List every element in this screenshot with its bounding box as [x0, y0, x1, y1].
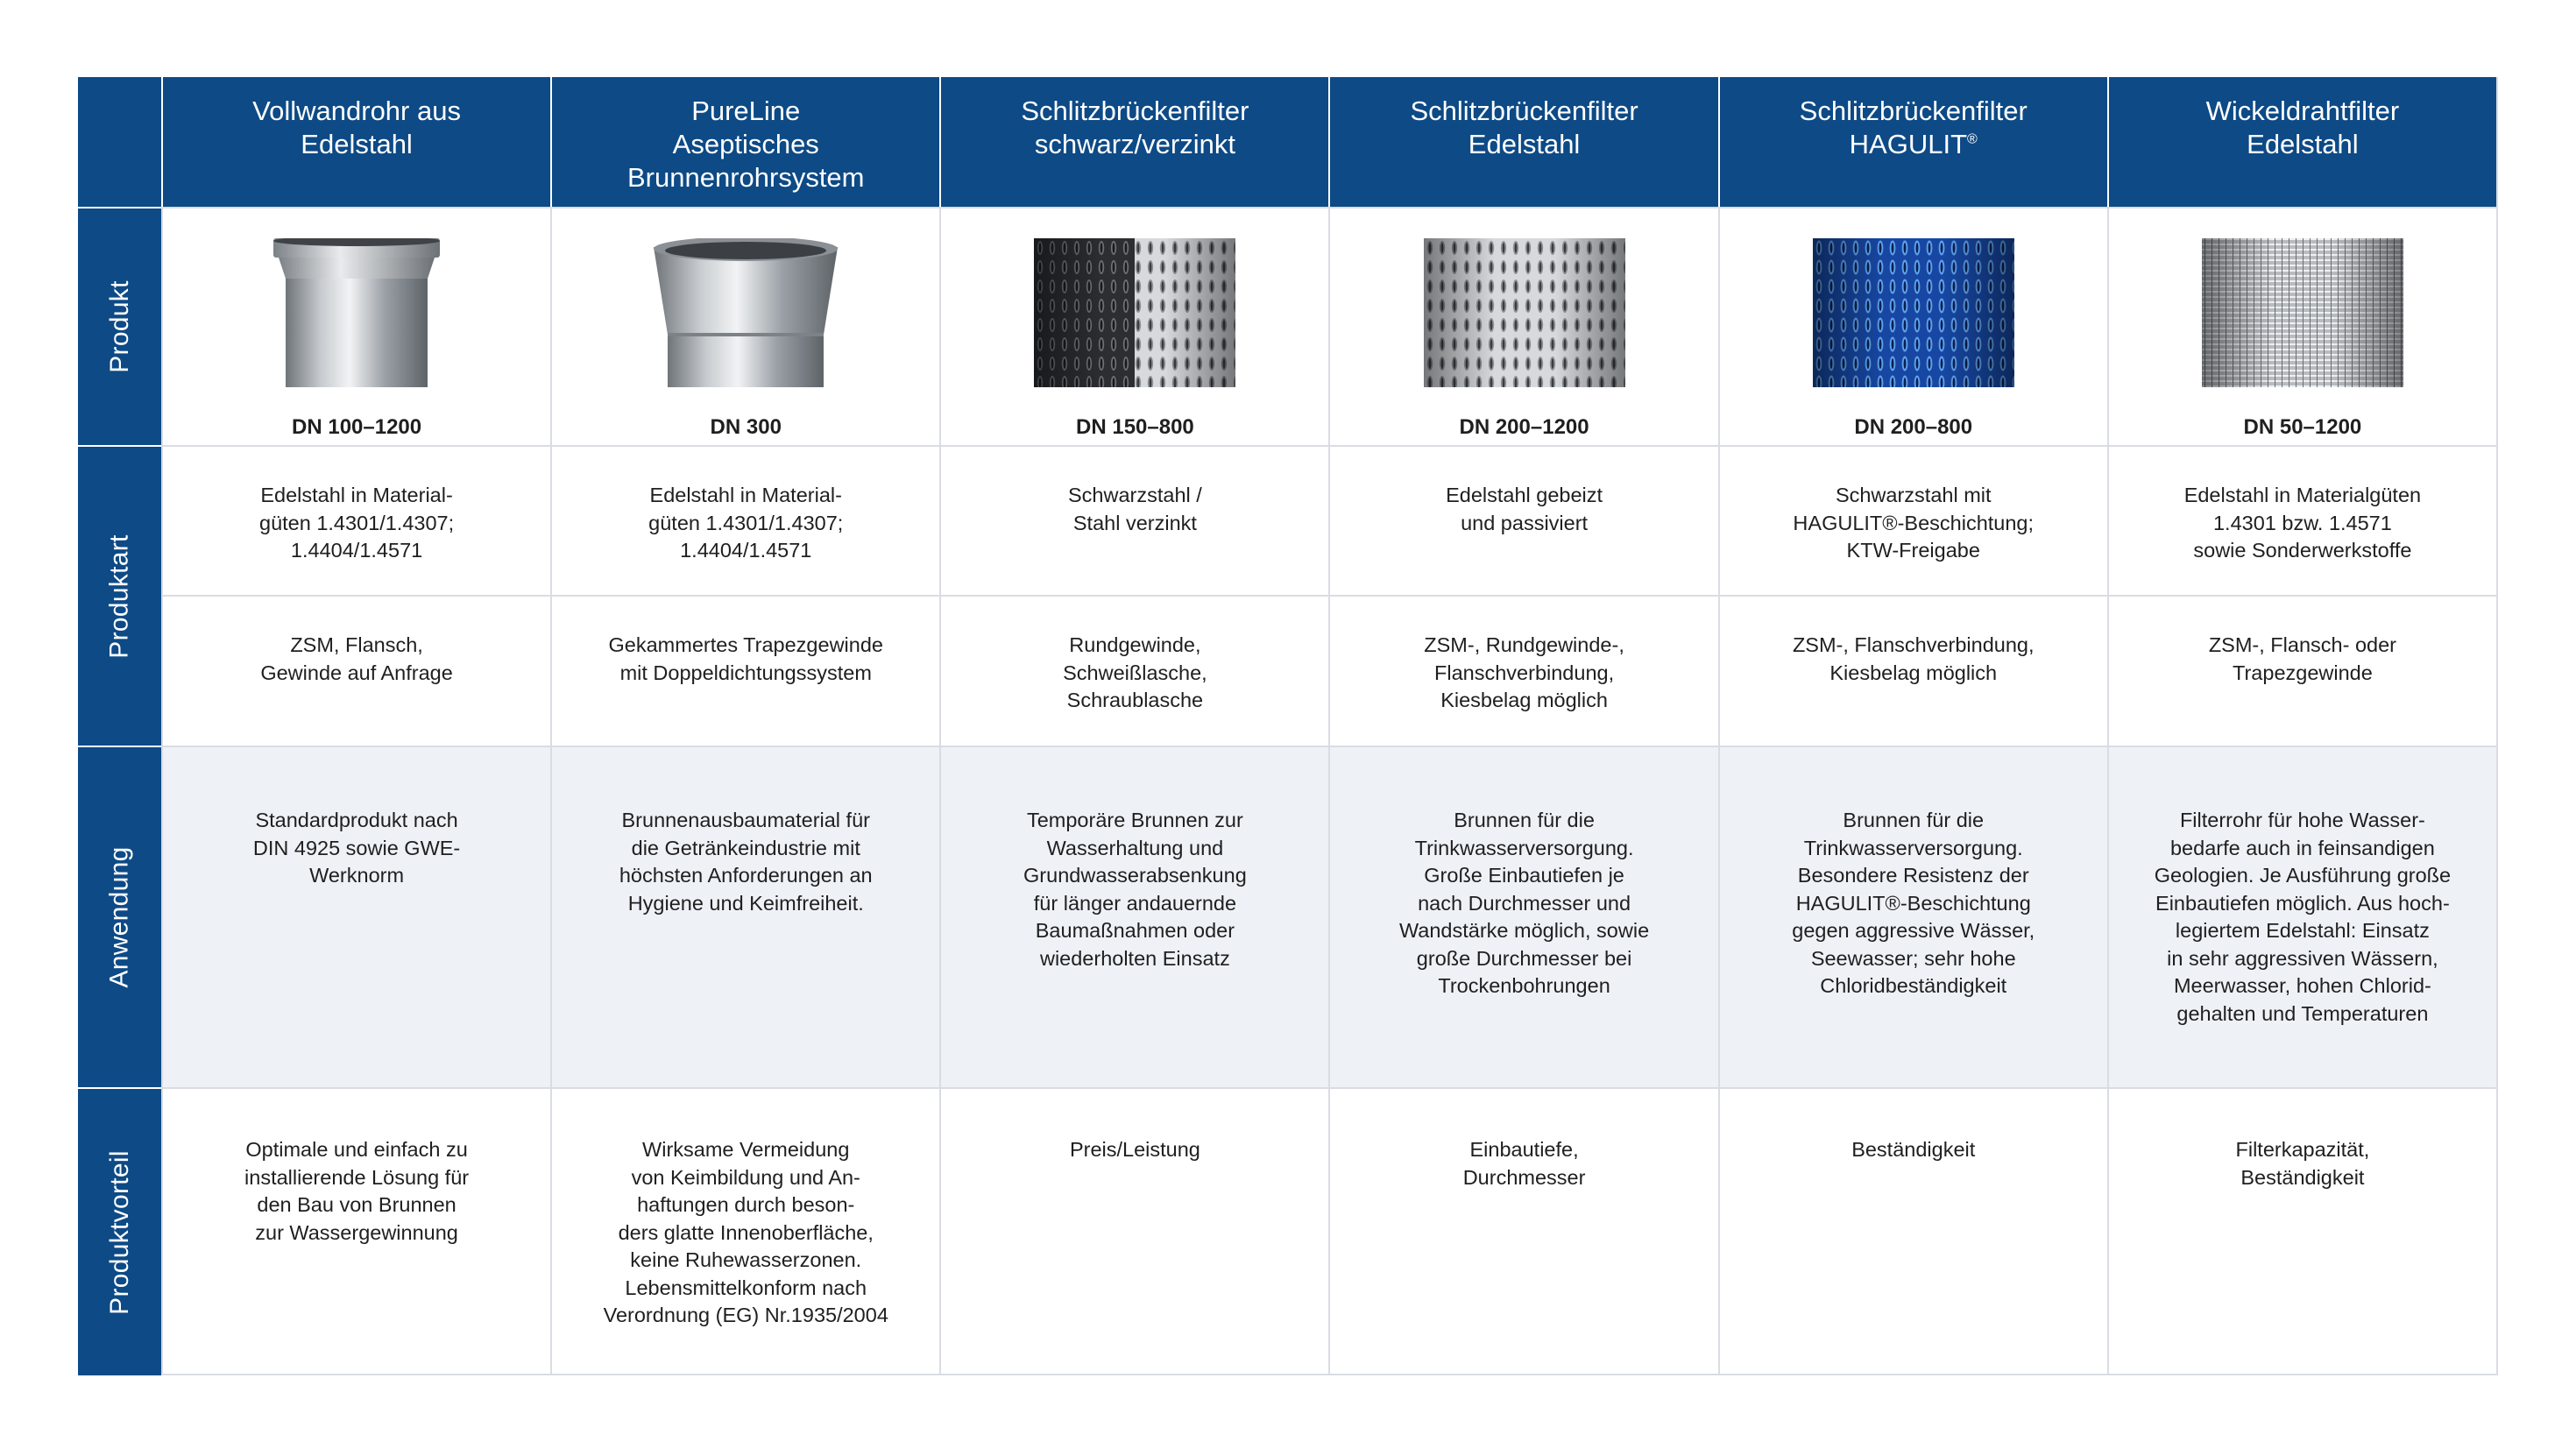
dn-range: DN 300 — [710, 415, 782, 439]
dn-range: DN 200–800 — [1854, 415, 1973, 439]
dn-range: DN 50–1200 — [2243, 415, 2362, 439]
connection-cell: ZSM-, Flanschverbindung, Kiesbelag möglich — [1718, 595, 2107, 746]
product-cell — [550, 207, 939, 445]
advantage-cell: Preis/Leistung — [939, 1087, 1328, 1375]
product-comparison-table — [78, 77, 2498, 1375]
application-cell: Brunnen für die Trinkwasserversorgung. Besondere Resistenz der HAGULIT®-Beschichtung gegen aggressive Wässer, Seewasser; sehr hohe Chloridbeständigkeit — [1718, 746, 2107, 1087]
connection-cell: ZSM, Flansch, Gewinde auf Anfrage — [161, 595, 550, 746]
dn-range: DN 200–1200 — [1459, 415, 1589, 439]
table-corner — [78, 77, 161, 207]
application-cell: Brunnenausbaumaterial für die Getränkeindustrie mit höchsten Anforderungen an Hygiene und Keimfreiheit. — [550, 746, 939, 1087]
registered-mark: ® — [1967, 131, 1978, 147]
dn-range: DN 150–800 — [1076, 415, 1194, 439]
stainless-slot-filter-image — [1424, 238, 1625, 387]
column-header-pureline: PureLine Aseptisches Brunnenrohrsystem — [550, 77, 939, 207]
material-cell: Edelstahl in Materialgüten 1.4301 bzw. 1.4571 sowie Sonderwerkstoffe — [2107, 445, 2496, 595]
pureline-pipe-image — [645, 238, 846, 387]
stainless-pipe-image — [256, 238, 457, 387]
product-cell — [161, 207, 550, 445]
row-label-produkt: Produkt — [78, 207, 161, 445]
material-cell: Schwarzstahl / Stahl verzinkt — [939, 445, 1328, 595]
product-cell — [939, 207, 1328, 445]
application-cell: Standardprodukt nach DIN 4925 sowie GWE- Werknorm — [161, 746, 550, 1087]
connection-cell: Gekammertes Trapezgewinde mit Doppeldichtungssystem — [550, 595, 939, 746]
material-cell: Edelstahl gebeizt und passiviert — [1328, 445, 1717, 595]
advantage-cell: Filterkapazität, Beständigkeit — [2107, 1087, 2496, 1375]
row-label-produktart: Produktart — [78, 445, 161, 746]
application-cell: Temporäre Brunnen zur Wasserhaltung und Grundwasserabsenkung für länger andauernde Baumaßnahmen oder wiederholten Einsatz — [939, 746, 1328, 1087]
advantage-cell: Beständigkeit — [1718, 1087, 2107, 1375]
product-cell — [2107, 207, 2496, 445]
connection-cell: ZSM-, Rundgewinde-, Flanschverbindung, Kiesbelag möglich — [1328, 595, 1717, 746]
advantage-cell: Wirksame Vermeidung von Keimbildung und An- haftungen durch beson- ders glatte Innenoberfläche, keine Ruhewasserzonen. Lebensmittelkonform nach Verordnung (EG) Nr.1935/2004 — [550, 1087, 939, 1375]
column-header-wickeldraht: Wickeldrahtfilter Edelstahl — [2107, 77, 2496, 207]
column-header-schlitz-edelstahl: Schlitzbrückenfilter Edelstahl — [1328, 77, 1717, 207]
connection-cell: ZSM-, Flansch- oder Trapezgewinde — [2107, 595, 2496, 746]
row-label-anwendung: Anwendung — [78, 746, 161, 1087]
dn-range: DN 100–1200 — [292, 415, 422, 439]
column-header-hagulit: Schlitzbrückenfilter HAGULIT® — [1718, 77, 2107, 207]
black-galvanized-filter-image — [1034, 238, 1235, 387]
product-cell — [1718, 207, 2107, 445]
connection-cell: Rundgewinde, Schweißlasche, Schraublasche — [939, 595, 1328, 746]
advantage-cell: Einbautiefe, Durchmesser — [1328, 1087, 1717, 1375]
column-header-schwarz-verzinkt: Schlitzbrückenfilter schwarz/verzinkt — [939, 77, 1328, 207]
advantage-cell: Optimale und einfach zu installierende Lösung für den Bau von Brunnen zur Wassergewinnung — [161, 1087, 550, 1375]
material-cell: Schwarzstahl mit HAGULIT®-Beschichtung; KTW-Freigabe — [1718, 445, 2107, 595]
material-cell: Edelstahl in Material- güten 1.4301/1.4307; 1.4404/1.4571 — [161, 445, 550, 595]
product-cell — [1328, 207, 1717, 445]
application-cell: Brunnen für die Trinkwasserversorgung. Große Einbautiefen je nach Durchmesser und Wandstärke möglich, sowie große Durchmesser bei Trockenbohrungen — [1328, 746, 1717, 1087]
wire-wrap-filter-image — [2202, 238, 2403, 387]
application-cell: Filterrohr für hohe Wasser- bedarfe auch in feinsandigen Geologien. Je Ausführung große Einbautiefen möglich. Aus hoch- legiertem Edelstahl: Einsatz in sehr aggressiven Wässern, Meerwasser, hohen Chlorid- gehalten und Temperaturen — [2107, 746, 2496, 1087]
row-label-produktvorteil: Produktvorteil — [78, 1087, 161, 1375]
material-cell: Edelstahl in Material- güten 1.4301/1.4307; 1.4404/1.4571 — [550, 445, 939, 595]
hagulit-filter-image — [1813, 238, 2014, 387]
column-header-vollwandrohr: Vollwandrohr aus Edelstahl — [161, 77, 550, 207]
